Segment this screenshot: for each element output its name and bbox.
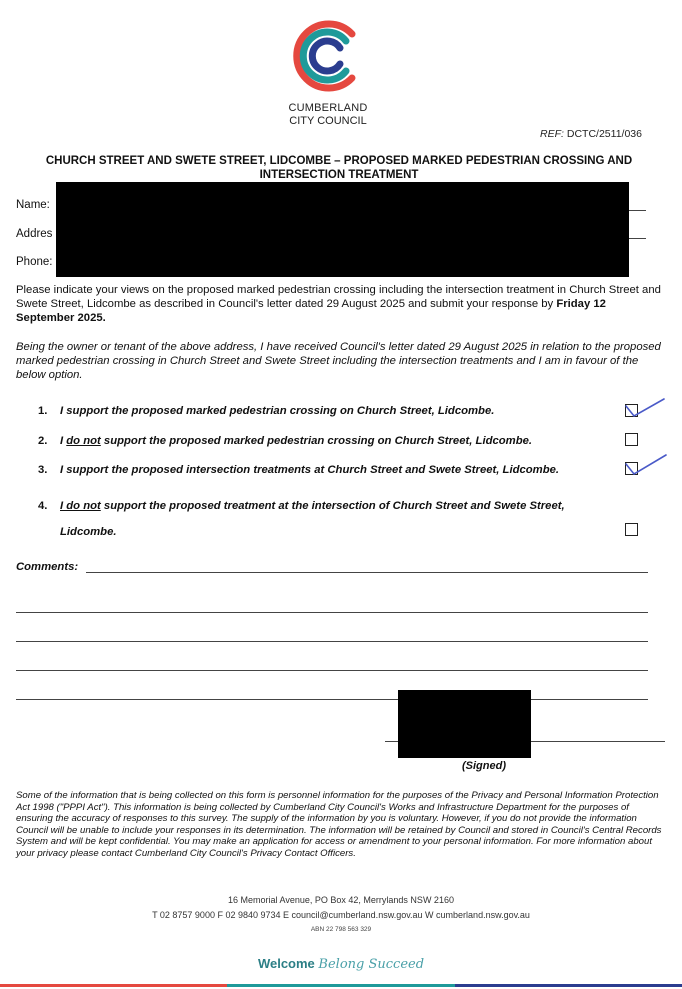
footer-abn: ABN 22 798 563 329 — [310, 926, 372, 933]
option-negation: I do not — [60, 500, 101, 512]
org-name-line1: CUMBERLAND — [288, 102, 368, 114]
option-text: I support the proposed marked pedestrian crossing on Church Street, Lidcombe. — [60, 405, 495, 417]
option-text-pre: I — [60, 435, 67, 447]
name-label: Name: — [16, 199, 50, 211]
ref-label: REF: — [540, 128, 564, 140]
option-negation: do not — [66, 435, 101, 447]
option-number: 4. — [38, 500, 48, 512]
signed-label: (Signed) — [462, 760, 506, 772]
footer-address: 16 Memorial Avenue, PO Box 42, Merrylands NSW 2160 — [228, 895, 454, 905]
deadline: Friday 12 September 2025. — [16, 298, 606, 324]
comment-line[interactable] — [16, 699, 648, 700]
option-2 — [38, 435, 532, 447]
council-logo — [286, 14, 370, 98]
comment-line[interactable] — [86, 572, 648, 573]
form-title: CHURCH STREET AND SWETE STREET, LIDCOMBE – PROPOSED MARKED PEDESTRIAN CROSSING AND INTERSECTION TREATMENT — [45, 155, 633, 181]
option-text-post: support the proposed marked pedestrian crossing on Church Street, Lidcombe. — [100, 435, 533, 447]
option-4 — [38, 500, 565, 512]
option-4-checkbox[interactable] — [625, 523, 638, 536]
option-4-line2: Lidcombe. — [60, 526, 117, 538]
option-text-post: support the proposed treatment at the intersection of Church Street and Swete Street, — [100, 500, 565, 512]
option-number: 1. — [38, 405, 48, 417]
footer-contacts: T 02 8757 9000 F 02 9840 9734 E council@cumberland.nsw.gov.au W cumberland.nsw.gov.au — [152, 910, 530, 920]
comment-line[interactable] — [16, 612, 648, 613]
org-name-line2: CITY COUNCIL — [289, 115, 367, 127]
footer-bar-navy — [455, 984, 682, 987]
privacy-notice: Some of the information that is being collected on this form is personnel information for the purposes of the Privacy and Personal Information Protection Act 1998 ("PPPI Act"). This information is being collected by Cumberland City Council's Works and Infrastructure Department for the purposes of ensuring the accuracy of responses to this survey. The supply of the information by you is voluntary. However, if you do not provide the information Council will be unable to include your responses in its determination. The information will be retained by Council and stored in Council's Central Records System and will be kept confidential. You may make an application for access or amendment to your personal information. For more information about your privacy please contact Cumberland City Council's Privacy Contact Officers. — [16, 790, 662, 859]
instructions-text: Please indicate your views on the proposed marked pedestrian crossing including the intersection treatment in Church Street and Swete Street, Lidcombe as described in Council's letter dated 29 August 2025 and submit your response by — [16, 284, 661, 310]
address-label: Addres — [16, 228, 53, 240]
ref-value: DCTC/2511/036 — [566, 128, 642, 140]
declaration: Being the owner or tenant of the above address, I have received Council's letter dated 29 August 2025 in relation to the proposed marked pedestrian crossing in Church Street and Swete Street including the intersection treatments and I am in favour of the below option. — [16, 341, 661, 381]
option-2-checkbox[interactable] — [625, 433, 638, 446]
slogan-welcome: Welcome — [257, 956, 315, 971]
footer-bar-red — [0, 984, 227, 987]
comment-line[interactable] — [16, 641, 648, 642]
comments-label: Comments: — [16, 561, 79, 573]
option-number: 2. — [38, 435, 48, 447]
checkmark-icon — [622, 396, 668, 422]
instructions — [16, 283, 666, 325]
redacted-signature — [398, 690, 531, 758]
slogan-rest: Belong Succeed — [318, 957, 425, 972]
phone-label: Phone: — [16, 256, 53, 268]
comment-line[interactable] — [16, 670, 648, 671]
option-number: 3. — [38, 464, 48, 476]
footer-slogan — [0, 956, 682, 972]
footer-bar-teal — [227, 984, 455, 987]
option-text: I support the proposed intersection treatments at Church Street and Swete Street, Lidcombe. — [60, 464, 560, 476]
reference-number — [540, 128, 642, 140]
option-1 — [38, 405, 494, 417]
redacted-contact-details — [56, 182, 629, 277]
logo-rings-icon — [286, 14, 370, 98]
checkmark-icon — [622, 452, 670, 480]
option-3 — [38, 464, 559, 476]
